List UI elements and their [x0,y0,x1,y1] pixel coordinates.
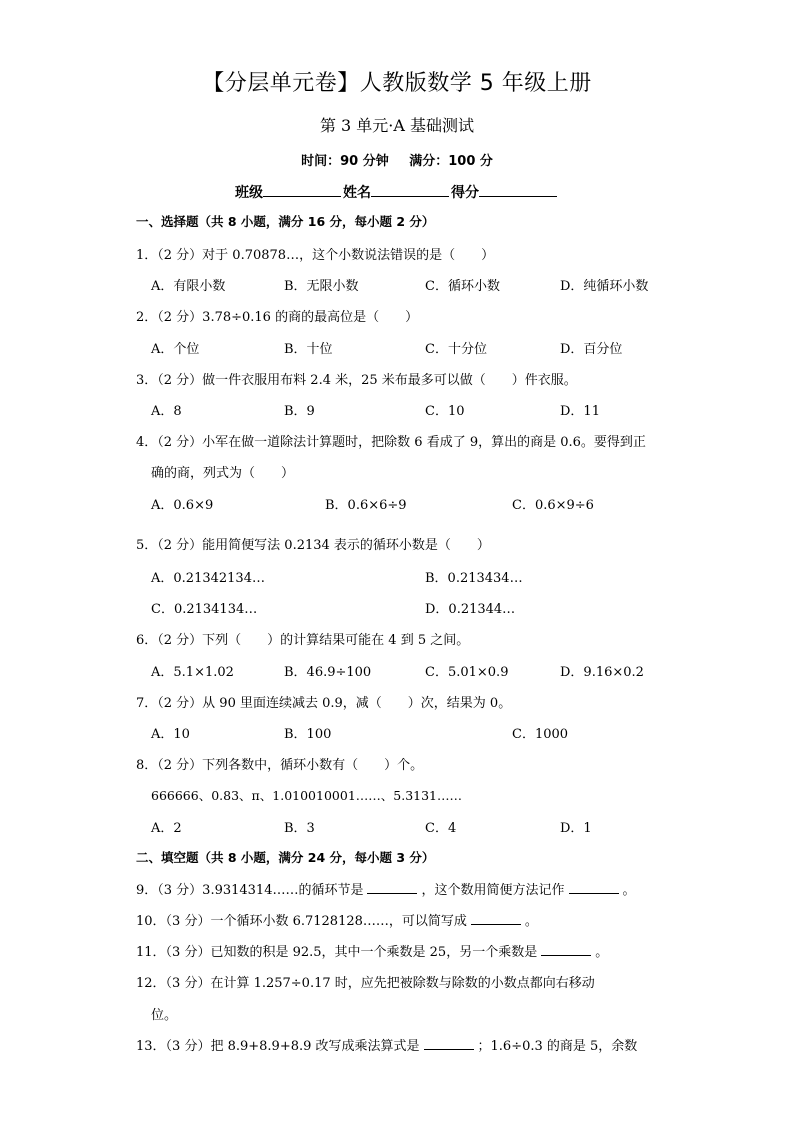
q8-option-a[interactable]: A．2 [151,821,182,836]
q1-option-c[interactable]: C．循环小数 [425,279,500,294]
question-2: 2．（2 分）3.78÷0.16 的商的最高位是（ ） [136,310,419,325]
q7-option-a[interactable]: A．10 [151,727,190,742]
q6-option-b[interactable]: B．46.9÷100 [284,665,372,680]
q13-blank[interactable] [424,1037,474,1050]
q10-text-2: 。 [524,914,538,929]
q9-blank-1[interactable] [367,881,417,894]
q7-option-c[interactable]: C．1000 [512,727,569,742]
question-12: 12．（3 分）在计算 1.257÷0.17 时，应先把被除数与除数的小数点都向右移动 [136,976,595,991]
q6-option-a[interactable]: A．5.1×1.02 [151,665,234,680]
q1-option-b[interactable]: B．无限小数 [284,279,359,294]
name-label: 姓名 [343,185,371,201]
q8-option-c[interactable]: C．4 [425,821,457,836]
class-label: 班级 [235,185,263,201]
exam-meta [0,150,794,169]
q6-option-d[interactable]: D．9.16×0.2 [560,665,644,680]
question-8: 8．（2 分）下列各数中，循环小数有（ ）个。 [136,758,424,773]
q9-blank-2[interactable] [569,881,619,894]
q11-text-2: 。 [595,945,609,960]
question-12-cont: 位。 [151,1008,178,1023]
name-blank[interactable] [371,182,449,197]
question-1: 1．（2 分）对于 0.70878…，这个小数说法错误的是（ ） [136,248,495,263]
section-fill-blank: 二、填空题（共 8 小题，满分 24 分，每小题 3 分） [136,850,435,865]
question-6: 6．（2 分）下列（ ）的计算结果可能在 4 到 5 之间。 [136,633,470,648]
q6-option-c[interactable]: C．5.01×0.9 [425,665,509,680]
q11-text-1: 11．（3 分）已知数的积是 92.5，其中一个乘数是 25，另一个乘数是 [136,945,538,960]
q4-option-b[interactable]: B．0.6×6÷9 [325,498,407,513]
q5-option-b[interactable]: B．0.213434… [425,571,523,586]
q1-option-d[interactable]: D．纯循环小数 [560,279,649,294]
q5-option-a[interactable]: A．0.21342134… [151,571,265,586]
q3-option-b[interactable]: B．9 [284,404,315,419]
page-subtitle: 第 3 单元·A 基础测试 [319,116,475,135]
q2-option-a[interactable]: A．个位 [151,342,200,357]
q13-text-2: ；1.6÷0.3 的商是 5，余数 [477,1039,638,1054]
q2-option-c[interactable]: C．十分位 [425,342,487,357]
question-13 [136,1035,637,1054]
q9-text-3: 。 [622,883,636,898]
q8-option-d[interactable]: D．1 [560,821,592,836]
grade-label: 得分 [451,185,479,201]
q2-option-b[interactable]: B．十位 [284,342,333,357]
question-4-cont: 确的商，列式为（ ） [151,466,295,481]
q1-option-a[interactable]: A．有限小数 [151,279,226,294]
q13-text-1: 13．（3 分）把 8.9+8.9+8.9 改写成乘法算式是 [136,1039,420,1054]
q5-option-d[interactable]: D．0.21344… [425,602,516,617]
question-5: 5．（2 分）能用简便写法 0.2134 表示的循环小数是（ ） [136,538,490,553]
q3-option-c[interactable]: C．10 [425,404,465,419]
full-score: 满分：100 分 [409,154,493,169]
q8-option-b[interactable]: B．3 [284,821,315,836]
q3-option-d[interactable]: D．11 [560,404,600,419]
time-limit: 时间：90 分钟 [301,154,389,169]
question-3: 3．（2 分）做一件衣服用布料 2.4 米，25 米布最多可以做（ ）件衣服。 [136,373,577,388]
page-title: 【分层单元卷】人教版数学 5 年级上册 [202,71,592,96]
question-7: 7．（2 分）从 90 里面连续减去 0.9，减（ ）次，结果为 0。 [136,696,512,711]
q10-text-1: 10．（3 分）一个循环小数 6.7128128……，可以简写成 [136,914,467,929]
grade-blank[interactable] [479,182,557,197]
q10-blank[interactable] [471,912,521,925]
class-blank[interactable] [263,182,341,197]
q4-option-a[interactable]: A．0.6×9 [151,498,214,513]
q7-option-b[interactable]: B．100 [284,727,332,742]
q5-option-c[interactable]: C．0.2134134… [151,602,258,617]
q2-option-d[interactable]: D．百分位 [560,342,623,357]
question-10 [136,910,538,929]
q9-text-2: ，这个数用简便方法记作 [421,883,565,898]
q8-number-list: 666666、0.83、π、1.010010001……、5.3131…… [151,788,463,803]
q9-text-1: 9．（3 分）3.9314314……的循环节是 [136,883,364,898]
q3-option-a[interactable]: A．8 [151,404,182,419]
question-11 [136,941,608,960]
section-choice: 一、选择题（共 8 小题，满分 16 分，每小题 2 分） [136,214,435,229]
student-info [0,182,794,202]
question-4: 4．（2 分）小军在做一道除法计算题时，把除数 6 看成了 9，算出的商是 0.6。要得到正 [136,435,646,450]
q11-blank[interactable] [541,943,591,956]
q4-option-c[interactable]: C．0.6×9÷6 [512,498,594,513]
question-9 [136,879,636,898]
